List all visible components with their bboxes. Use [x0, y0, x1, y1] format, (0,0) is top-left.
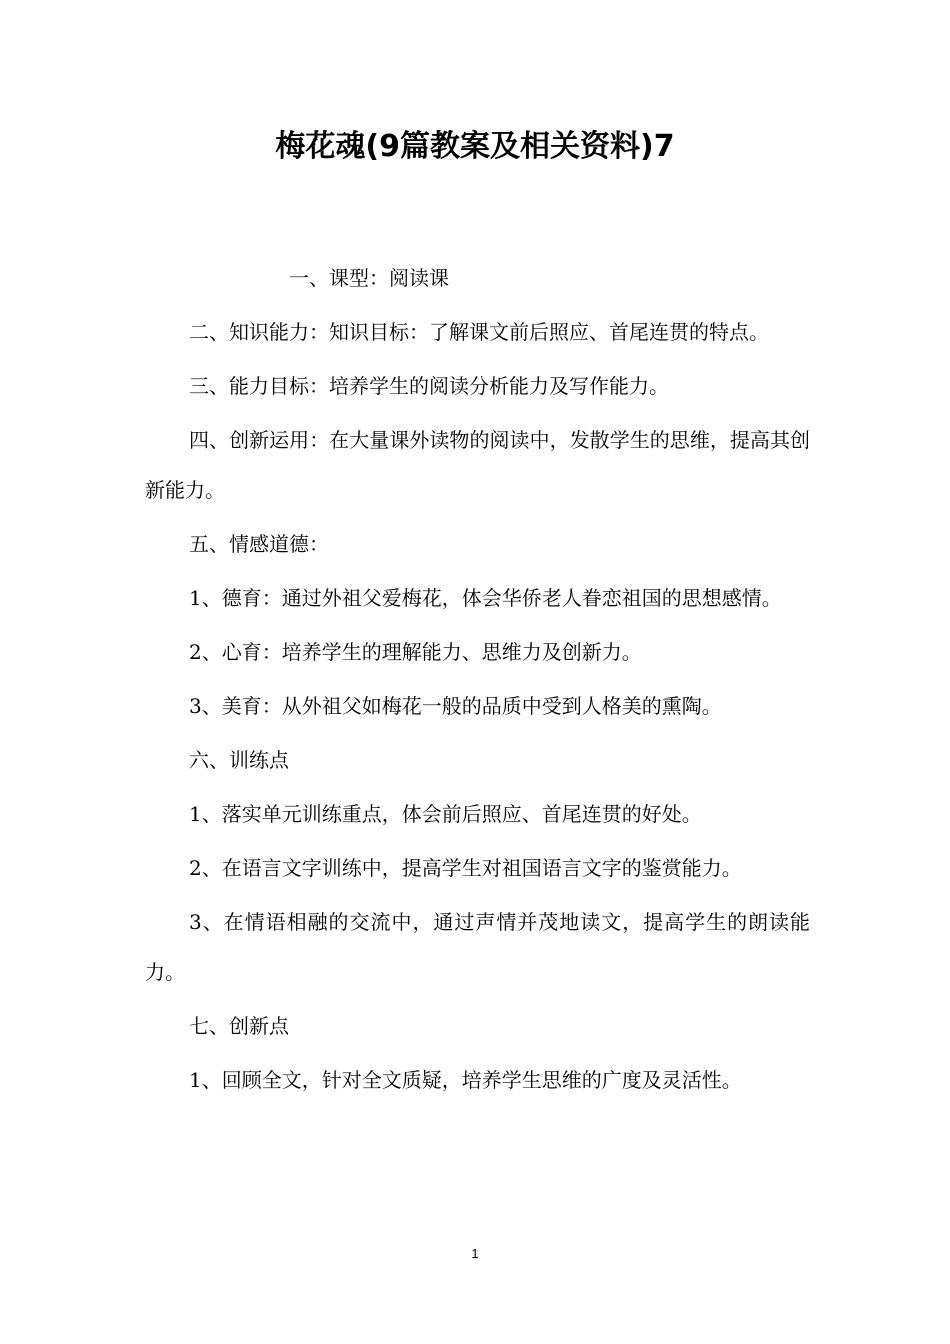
paragraph-training-points: 六、训练点: [189, 748, 289, 772]
document-body: [145, 253, 810, 1109]
paragraph-innovation-points: 七、创新点: [189, 1014, 289, 1038]
paragraph-innovation-point-1: 1、回顾全文，针对全文质疑，培养学生思维的广度及灵活性。: [189, 1068, 742, 1092]
document-title: 梅花魂(9篇教案及相关资料)7: [275, 129, 675, 164]
paragraph-lesson-type: 一、课型：阅读课: [289, 266, 449, 290]
paragraph-mental-education: 2、心育：培养学生的理解能力、思维力及创新力。: [189, 640, 642, 664]
paragraph-training-point-1: 1、落实单元训练重点，体会前后照应、首尾连贯的好处。: [189, 802, 702, 826]
page-number: 1: [471, 1246, 479, 1261]
paragraph-training-point-3: 3、在情语相融的交流中，通过声情并茂地读文，提高学生的朗读能力。: [145, 910, 810, 984]
paragraph-ability-goal: 三、能力目标：培养学生的阅读分析能力及写作能力。: [189, 374, 669, 398]
paragraph-knowledge-ability: 二、知识能力：知识目标：了解课文前后照应、首尾连贯的特点。: [189, 320, 769, 344]
paragraph-aesthetic-education: 3、美育：从外祖父如梅花一般的品质中受到人格美的熏陶。: [189, 694, 722, 718]
paragraph-training-point-2: 2、在语言文字训练中，提高学生对祖国语言文字的鉴赏能力。: [189, 856, 742, 880]
paragraph-moral-education: 1、德育：通过外祖父爱梅花，体会华侨老人眷恋祖国的思想感情。: [189, 586, 782, 610]
paragraph-emotion-morality: 五、情感道德：: [189, 532, 329, 556]
paragraph-innovation-application: 四、创新运用：在大量课外读物的阅读中，发散学生的思维，提高其创新能力。: [145, 428, 810, 502]
